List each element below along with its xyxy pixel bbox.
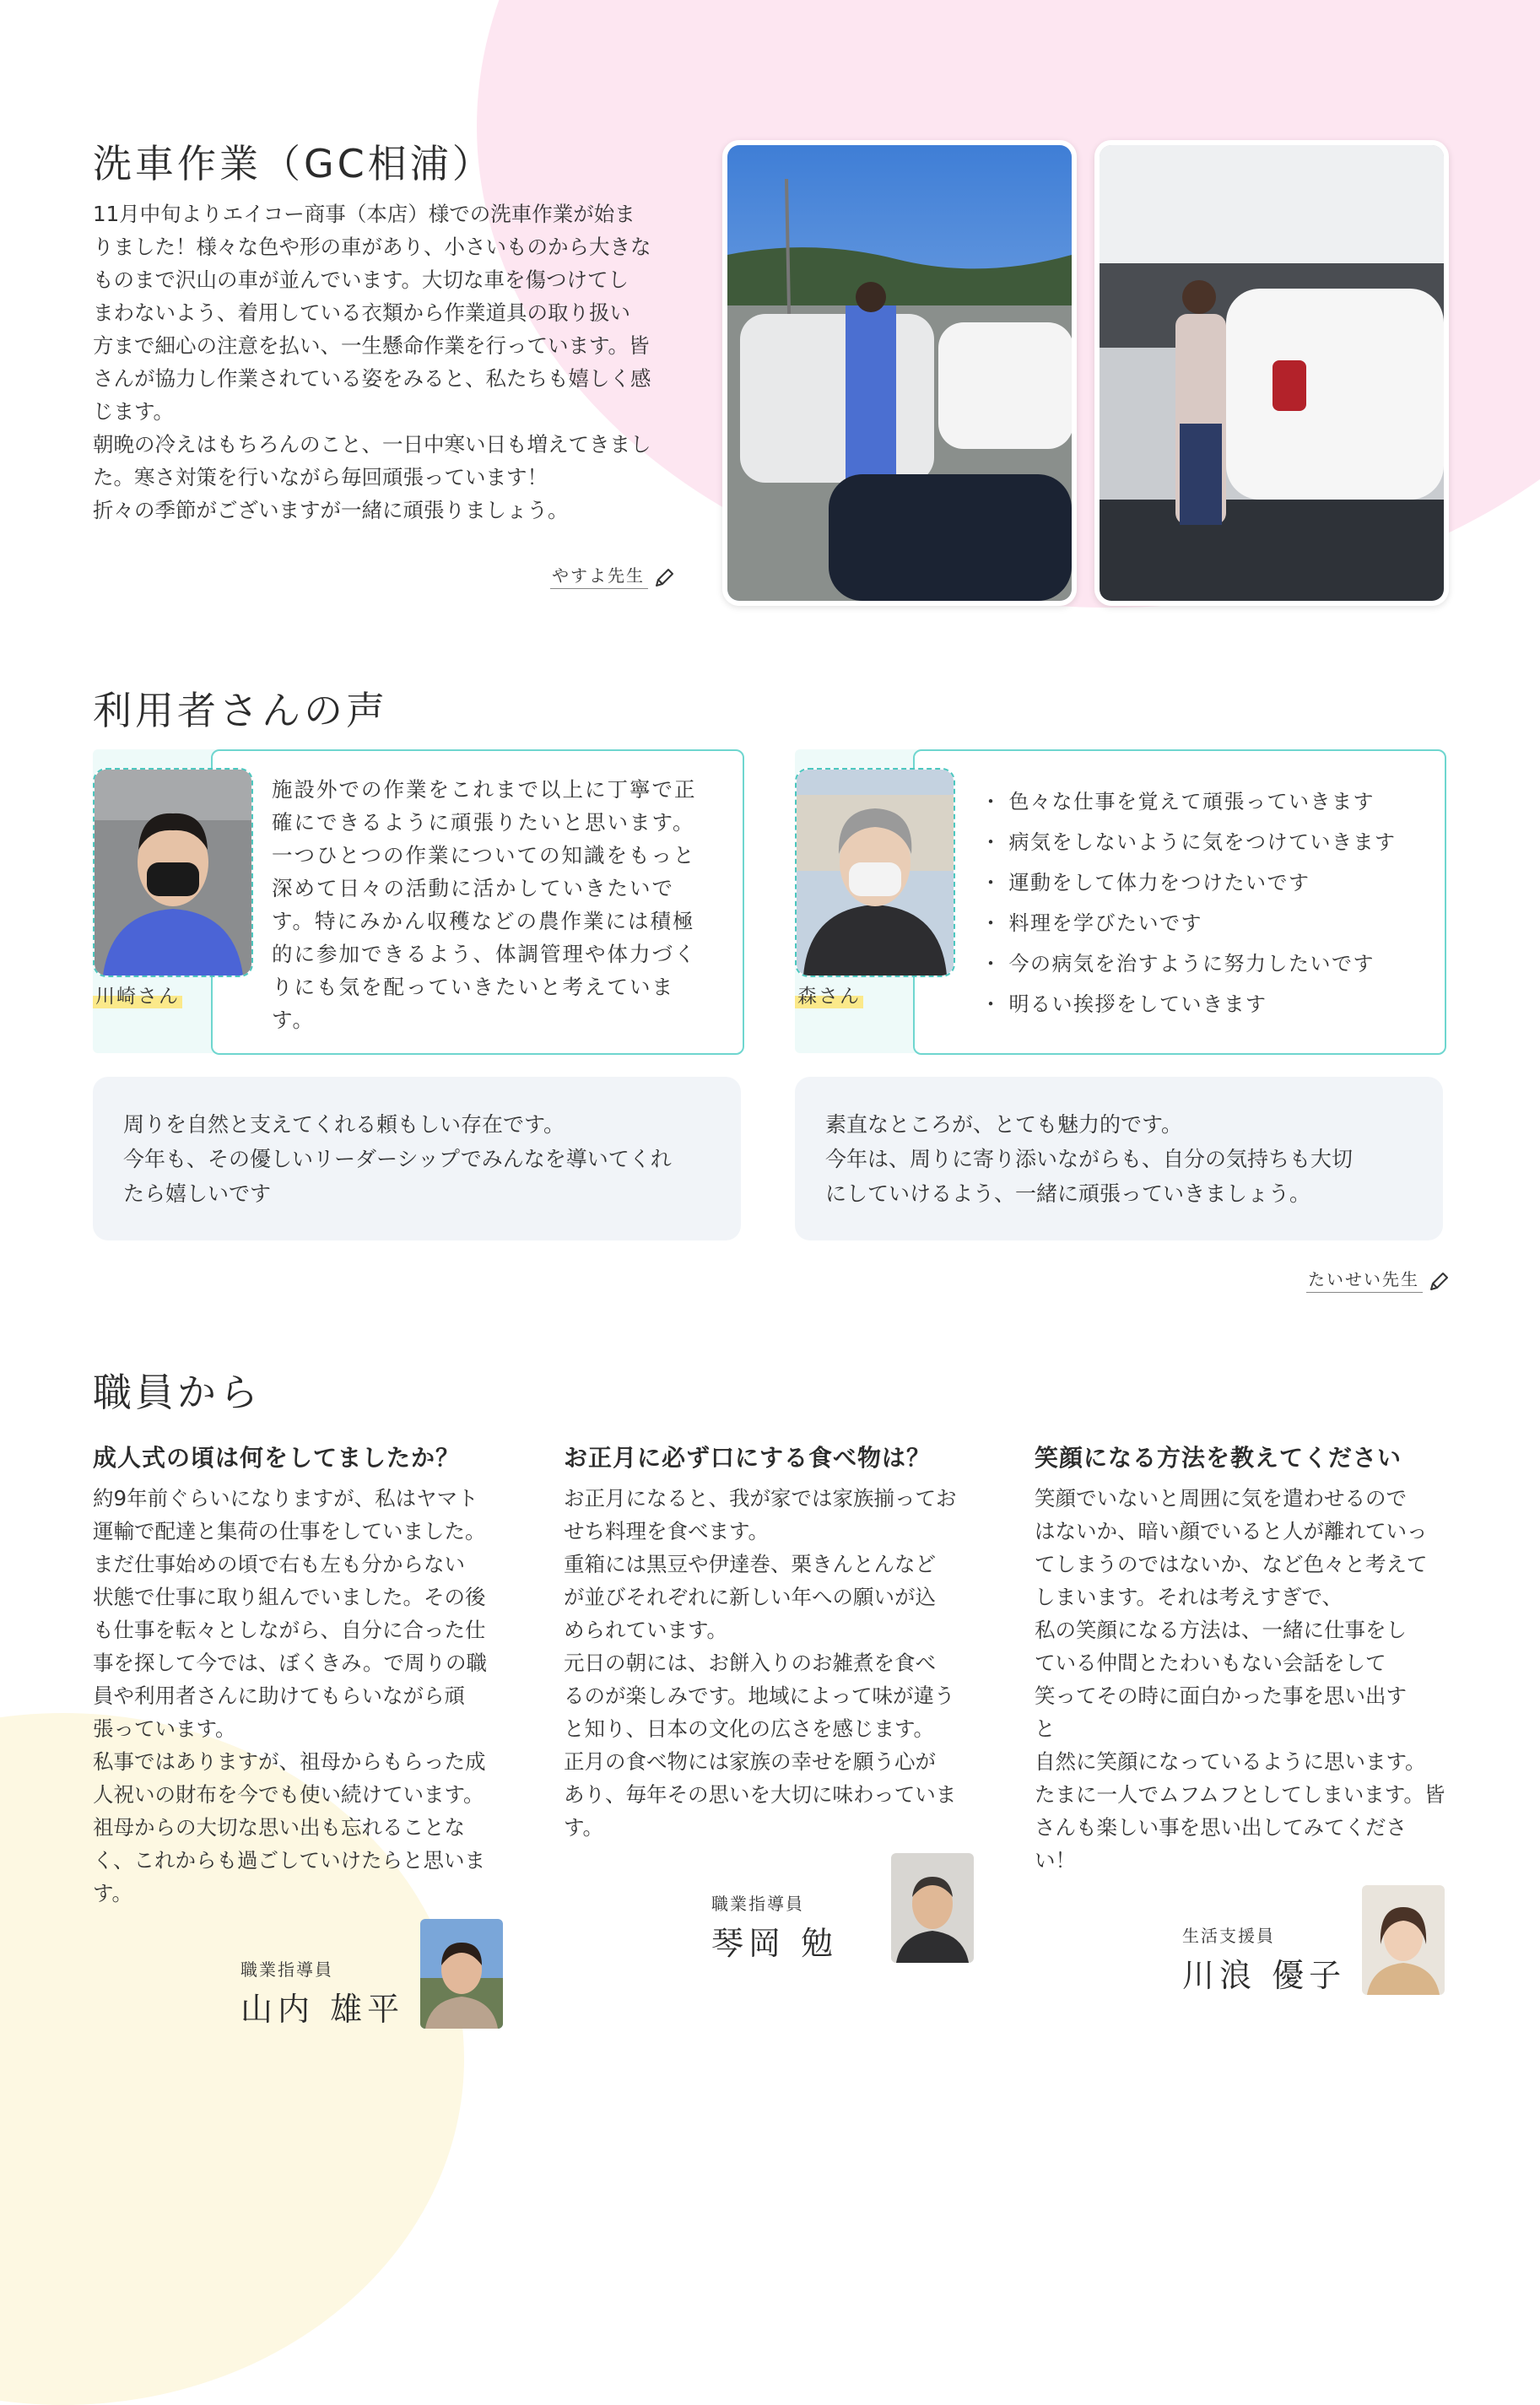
staff2-role: 職業指導員 — [711, 1894, 804, 1914]
staff1-photo-image — [420, 1919, 503, 2029]
user2-name: 森さん — [795, 981, 863, 1008]
user2-comment-text: 素直なところが、とても魅力的です。 今年は、周りに寄り添いながらも、自分の気持ちも大切 にしていけるよう、一緒に頑張っていきましょう。 — [825, 1112, 1354, 1206]
user2-goal-item: ・ 病気をしないように気をつけていきます — [981, 822, 1436, 862]
staff1-photo — [420, 1919, 503, 2029]
user1-avatar-image — [95, 770, 251, 976]
signature-text: たいせい先生 — [1306, 1269, 1423, 1293]
user1-name: 川崎さん — [93, 981, 182, 1008]
staff2-question: お正月に必ず口にする食べ物は？ — [564, 1444, 932, 1472]
staff3-photo — [1362, 1885, 1445, 1995]
staff3-name: 川浪 優子 — [1182, 1957, 1347, 1994]
car-wash-signature — [550, 562, 676, 590]
car-wash-photo-2-image — [1100, 145, 1444, 601]
staff2-name: 琴岡 勉 — [711, 1925, 839, 1962]
car-wash-photo-1-image — [727, 145, 1072, 601]
user1-comment-text: 周りを自然と支えてくれる頼もしい存在です。 今年も、その優しいリーダーシップでみんなを導いてくれ たら嬉しいです — [123, 1112, 672, 1206]
pencil-icon — [1427, 1270, 1451, 1294]
staff1-role: 職業指導員 — [240, 1959, 333, 1980]
staff3-role: 生活支援員 — [1182, 1926, 1275, 1946]
pencil-icon — [652, 566, 676, 590]
voices-signature — [1306, 1266, 1451, 1294]
staff3-question: 笑顔になる方法を教えてください — [1035, 1444, 1402, 1472]
staff-title: 職員から — [93, 1370, 262, 1415]
car-wash-photo-2 — [1094, 140, 1449, 606]
car-wash-photo-1 — [722, 140, 1077, 606]
signature-text: やすよ先生 — [550, 565, 648, 589]
staff1-name: 山内 雄平 — [240, 1991, 405, 2028]
user2-goal-item: ・ 料理を学びたいです — [981, 903, 1436, 943]
staff1-question: 成人式の頃は何をしてましたか？ — [93, 1444, 461, 1472]
user1-comment-box — [93, 1077, 741, 1240]
staff2-photo — [891, 1853, 974, 1963]
staff2-answer: お正月になると、我が家では家族揃ってお せち料理を食べます。 重箱には黒豆や伊達巻、栗きんとんなど が並びそれぞれに新しい年への願いが込 められています。 元日の朝には、お餅入りのお雑煮を食べ るのが楽しみです。地域によって味が違う と知り、日本の文化の広さを感じます。 正月の食べ物には家族の幸せを願う心が あり、毎年その思いを大切に味わっていま す。 — [564, 1486, 957, 1840]
car-wash-title: 洗車作業（GC相浦） — [93, 141, 494, 186]
voices-title: 利用者さんの声 — [93, 688, 388, 733]
user2-goal-item: ・ 明るい挨拶をしていきます — [981, 984, 1436, 1024]
user2-goal-item: ・ 運動をして体力をつけたいです — [981, 862, 1436, 903]
user2-comment-box — [795, 1077, 1443, 1240]
car-wash-body: 11月中旬よりエイコー商事（本店）様での洗車作業が始ま りました！様々な色や形の車があり、小さいものから大きな ものまで沢山の車が並んでいます。大切な車を傷つけてし まわないよう、着用している衣類から作業道具の取り扱い 方まで細心の注意を払い、一生懸命作業を行っています。皆 さんが協力し作業されている姿をみると、私たちも嬉しく感 じます。 朝晩の冷えはもちろんのこと、一日中寒い日も増えてきまし た。寒さ対策を行いながら毎回頑張っています！ 折々の季節がございますが一緒に頑張りましょう。 — [93, 202, 651, 522]
user2-goal-item: ・ 今の病気を治すように努力したいです — [981, 943, 1436, 984]
staff3-answer: 笑顔でいないと周囲に気を遣わせるので はないか、暗い顔でいると人が離れていっ てしまうのではないか、など色々と考えて しまいます。それは考えすぎで、 私の笑顔になる方法は、一緒に仕事をし ている仲間とたわいもない会話をして 笑ってその時に面白かった事を思い出す と 自然に笑顔になっているように思います。 たまに一人でムフムフとしてしまいます。皆 さんも楽しい事を思い出してみてくださ い！ — [1035, 1486, 1445, 1873]
user1-voice-text: 施設外での作業をこれまで以上に丁寧で正 確にできるように頑張りたいと思います。 一つひとつの作業についての知識をもっと 深めて日々の活動に活かしていきたいで す。特にみかん収穫などの農作業には積極 的に参加できるよう、体調管理や体力づく りにも気を配っていきたいと考えていま す。 — [272, 777, 697, 1032]
staff2-photo-image — [891, 1853, 974, 1963]
staff1-answer: 約9年前ぐらいになりますが、私はヤマト 運輸で配達と集荷の仕事をしていました。 まだ仕事始めの頃で右も左も分からない 状態で仕事に取り組んでいました。その後 も仕事を転々としながら、自分に合った仕 事を探して今では、ぼくきみ。で周りの職 員や利用者さんに助けてもらいながら頑 張っています。 私事ではありますが、祖母からもらった成 人祝いの財布を今でも使い続けています。 祖母からの大切な思い出も忘れることな く、これからも過ごしていけたらと思いま す。 — [93, 1486, 487, 1905]
user2-avatar — [795, 768, 955, 977]
user2-goal-list — [981, 781, 1436, 1024]
staff3-photo-image — [1362, 1885, 1445, 1995]
user2-avatar-image — [797, 770, 954, 976]
user2-goal-item: ・ 色々な仕事を覚えて頑張っていきます — [981, 781, 1436, 822]
user1-avatar — [93, 768, 253, 977]
